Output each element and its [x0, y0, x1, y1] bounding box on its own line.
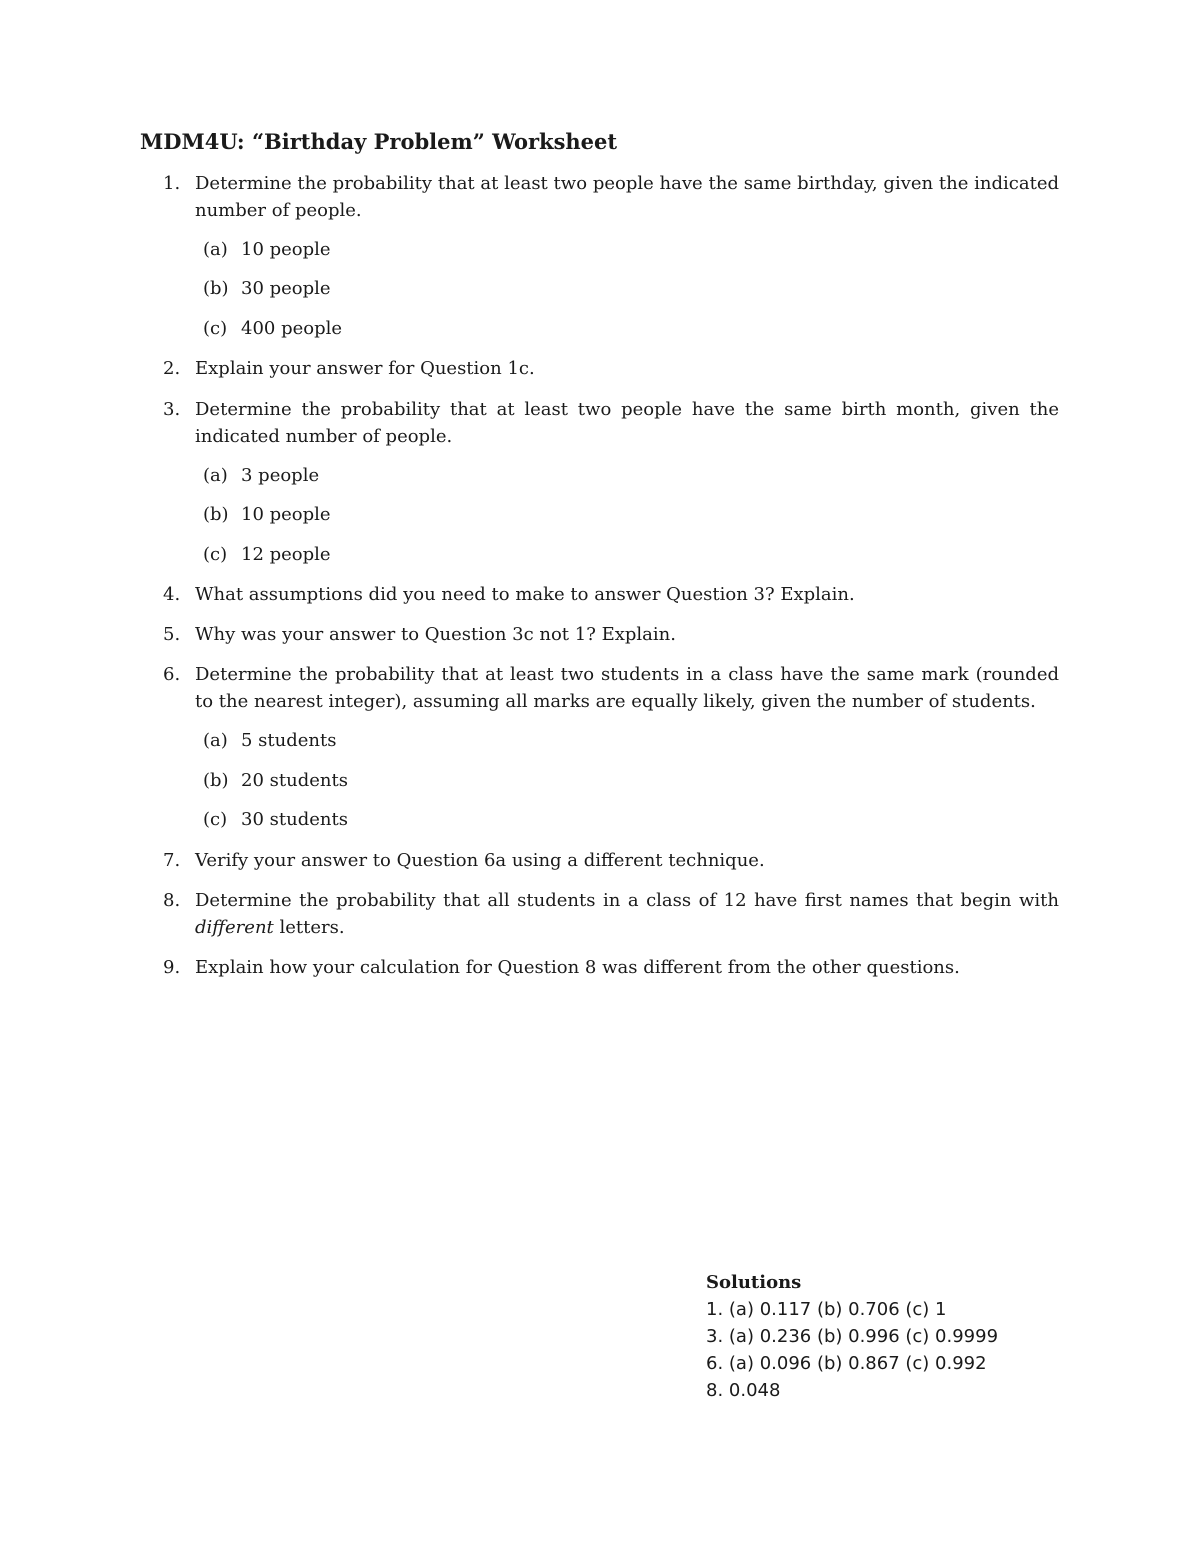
question-text: Verify your answer to Question 6a using a different technique. — [195, 850, 765, 871]
question-2 — [163, 355, 1059, 382]
question-text: Determine the probability that at least two people have the same birthday, given the indicated number of people. — [195, 173, 1059, 221]
question-number: 5. — [163, 624, 181, 645]
part-label: (c) — [203, 544, 228, 565]
part-label: (b) — [203, 278, 229, 299]
part-text: 400 people — [241, 318, 343, 339]
question-1 — [163, 170, 1059, 224]
question-7 — [163, 847, 1059, 874]
question-text: Determine the probability that at least two people have the same birth month, given the indicated number of people. — [195, 399, 1059, 447]
part-text: 12 people — [241, 544, 331, 565]
question-3 — [163, 396, 1059, 450]
question-text: Determine the probability that at least two students in a class have the same mark (rounded to the nearest integer), assuming all marks are equally likely, given the number of students. — [195, 664, 1059, 712]
question-number: 9. — [163, 957, 181, 978]
question-text — [195, 887, 1059, 941]
part-label: (c) — [203, 318, 228, 339]
part-label: (b) — [203, 770, 229, 791]
question-8 — [163, 887, 1059, 941]
question-number: 2. — [163, 358, 181, 379]
emphasis-text: different — [195, 917, 274, 938]
question-6b — [203, 767, 348, 794]
question-text: Why was your answer to Question 3c not 1? Explain. — [195, 624, 676, 645]
solution-line-3: 3. (a) 0.236 (b) 0.996 (c) 0.9999 — [706, 1326, 999, 1347]
question-6c — [203, 806, 348, 833]
question-3a — [203, 462, 319, 489]
question-5 — [163, 621, 1059, 648]
question-text: What assumptions did you need to make to answer Question 3? Explain. — [195, 584, 855, 605]
question-number: 7. — [163, 850, 181, 871]
question-3c — [203, 541, 331, 568]
question-number: 3. — [163, 399, 181, 420]
part-text: 3 people — [241, 465, 320, 486]
question-text: Explain your answer for Question 1c. — [195, 358, 535, 379]
solution-line-8: 8. 0.048 — [706, 1380, 781, 1401]
solution-line-1: 1. (a) 0.117 (b) 0.706 (c) 1 — [706, 1299, 947, 1320]
worksheet-title: MDM4U: “Birthday Problem” Worksheet — [140, 129, 618, 154]
question-3b — [203, 501, 331, 528]
question-1a — [203, 236, 331, 263]
solution-line-6: 6. (a) 0.096 (b) 0.867 (c) 0.992 — [706, 1353, 987, 1374]
solutions-block — [706, 1269, 998, 1404]
question-9 — [163, 954, 1059, 981]
part-label: (c) — [203, 809, 228, 830]
part-label: (a) — [203, 465, 228, 486]
part-text: 10 people — [241, 239, 331, 260]
part-label: (a) — [203, 730, 228, 751]
question-text: Explain how your calculation for Question 8 was different from the other questions. — [195, 957, 960, 978]
question-number: 1. — [163, 173, 181, 194]
part-text: 20 students — [241, 770, 348, 791]
question-number: 6. — [163, 664, 181, 685]
question-4 — [163, 581, 1059, 608]
part-label: (b) — [203, 504, 229, 525]
part-text: 30 students — [241, 809, 348, 830]
part-text: 30 people — [241, 278, 331, 299]
question-text-start: Determine the probability that all students in a class of 12 have first names that begin with — [195, 890, 1059, 911]
question-1c — [203, 315, 342, 342]
question-6 — [163, 661, 1059, 715]
question-1b — [203, 275, 331, 302]
part-text: 10 people — [241, 504, 331, 525]
question-6a — [203, 727, 336, 754]
question-number: 4. — [163, 584, 181, 605]
solutions-heading: Solutions — [706, 1272, 802, 1293]
part-label: (a) — [203, 239, 228, 260]
question-text-end: letters. — [273, 917, 345, 938]
question-number: 8. — [163, 890, 181, 911]
part-text: 5 students — [241, 730, 337, 751]
